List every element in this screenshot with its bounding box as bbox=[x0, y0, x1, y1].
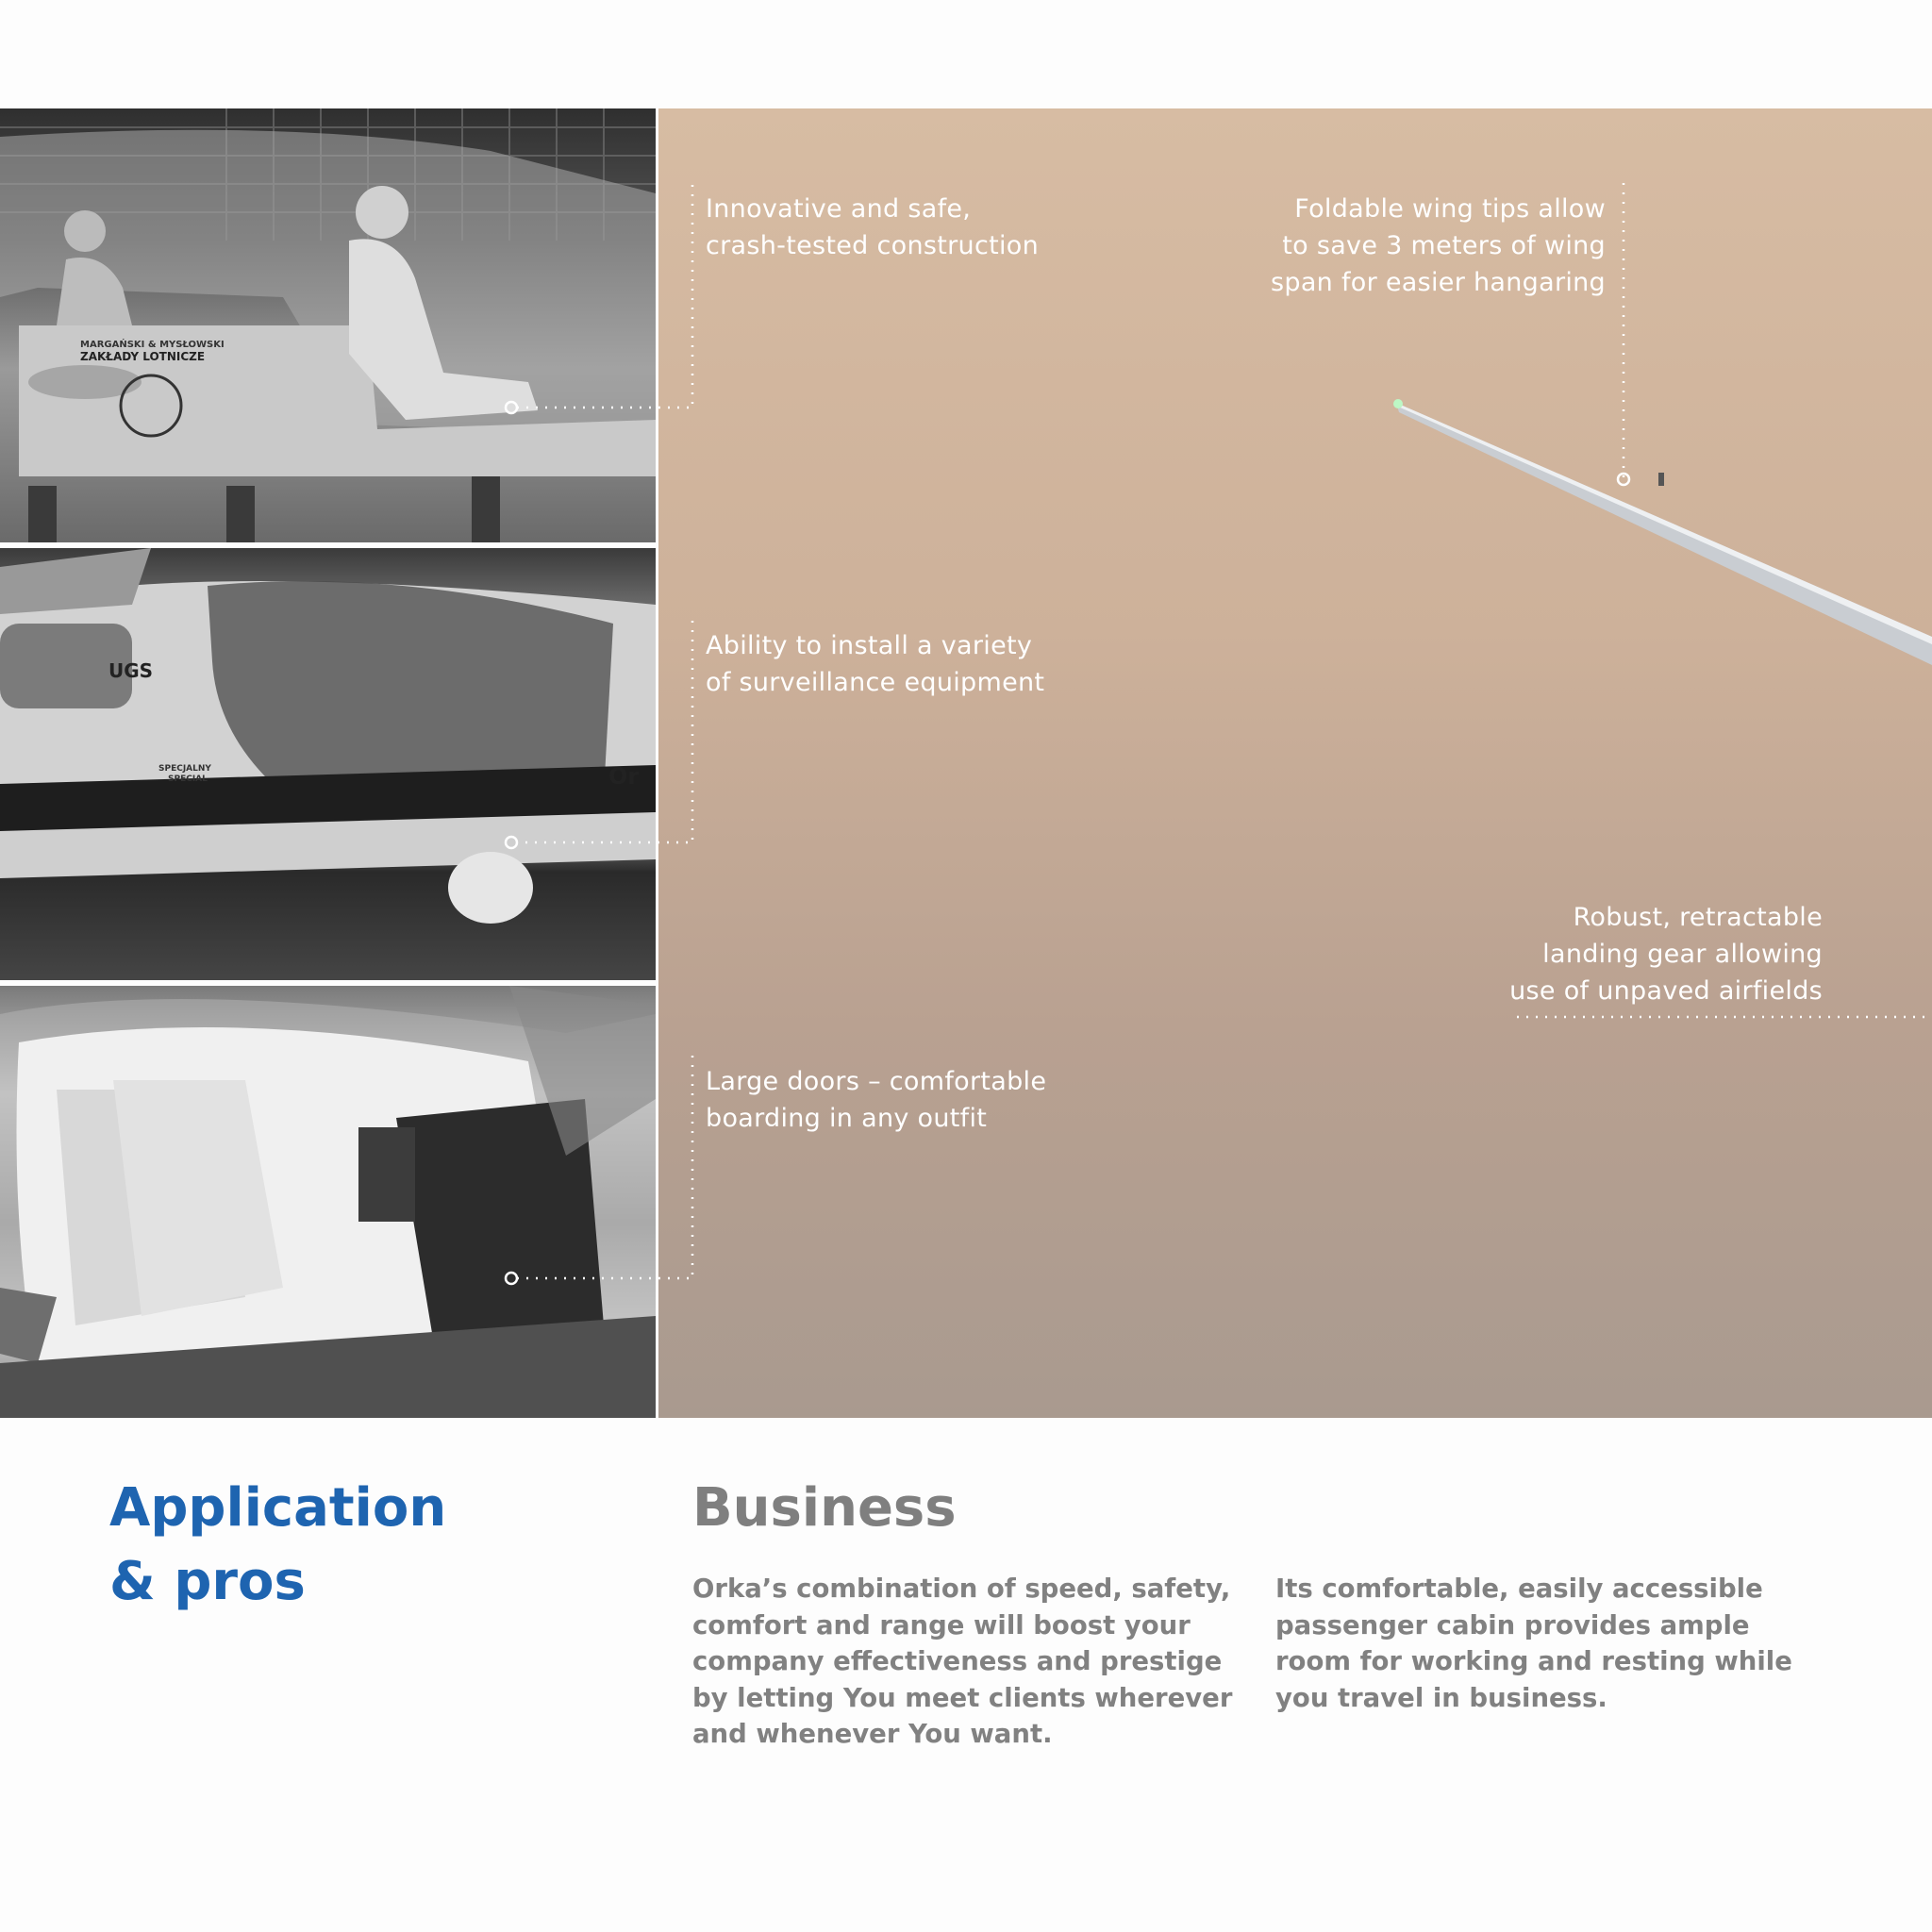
ugs-logo-text: UGS bbox=[108, 659, 154, 682]
callout-line: Large doors – comfortable bbox=[706, 1067, 1047, 1096]
callout-line: Robust, retractable bbox=[1573, 903, 1823, 932]
body-line: room for working and resting while bbox=[1275, 1646, 1792, 1676]
callout-line: to save 3 meters of wing bbox=[1282, 231, 1606, 260]
callout-line: use of unpaved airfields bbox=[1509, 976, 1823, 1006]
body-line: passenger cabin provides ample bbox=[1275, 1609, 1750, 1641]
callout-line: of surveillance equipment bbox=[706, 668, 1045, 697]
heading-line: & pros bbox=[109, 1551, 306, 1612]
callout-line: Ability to install a variety bbox=[706, 631, 1033, 660]
cabin-doors-photo bbox=[0, 986, 656, 1418]
wing-sky-photo bbox=[658, 108, 1932, 1418]
body-paragraph-left bbox=[692, 1571, 1232, 1753]
callout-large-doors bbox=[706, 1063, 1046, 1137]
page-heading bbox=[109, 1472, 446, 1619]
callout-landing-gear bbox=[1509, 899, 1823, 1009]
surveillance-aircraft-photo bbox=[0, 548, 656, 980]
callout-foldable-wing bbox=[1271, 191, 1606, 301]
special-line2: SPECIAL bbox=[168, 774, 208, 784]
callout-line: Foldable wing tips allow bbox=[1294, 194, 1606, 224]
special-line1: SPECJALNY bbox=[158, 764, 211, 774]
body-line: Its comfortable, easily accessible bbox=[1275, 1574, 1763, 1604]
hull-text: Or bbox=[608, 763, 640, 790]
body-line: you travel in business. bbox=[1275, 1682, 1607, 1713]
body-line: company effectiveness and prestige bbox=[692, 1646, 1223, 1676]
callout-line: landing gear allowing bbox=[1542, 940, 1823, 969]
plate-line2: ZAKŁADY LOTNICZE bbox=[80, 350, 206, 363]
section-title: Business bbox=[692, 1477, 957, 1539]
callout-line: Innovative and safe, bbox=[706, 194, 972, 224]
heading-line: Application bbox=[109, 1477, 447, 1539]
callout-line: span for easier hangaring bbox=[1271, 268, 1606, 297]
body-line: comfort and range will boost your bbox=[692, 1609, 1191, 1641]
callout-line: boarding in any outfit bbox=[706, 1104, 988, 1133]
body-paragraph-right bbox=[1275, 1571, 1792, 1716]
callout-line: crash-tested construction bbox=[706, 231, 1040, 260]
body-line: by letting You meet clients wherever bbox=[692, 1682, 1233, 1713]
callout-surveillance bbox=[706, 627, 1044, 701]
plate-line1: MARGAŃSKI & MYSŁOWSKI bbox=[80, 340, 225, 350]
body-line: Orka’s combination of speed, safety, bbox=[692, 1574, 1231, 1604]
crash-test-photo bbox=[0, 108, 656, 542]
callout-crash-tested bbox=[706, 191, 1039, 264]
body-line: and whenever You want. bbox=[692, 1719, 1053, 1749]
